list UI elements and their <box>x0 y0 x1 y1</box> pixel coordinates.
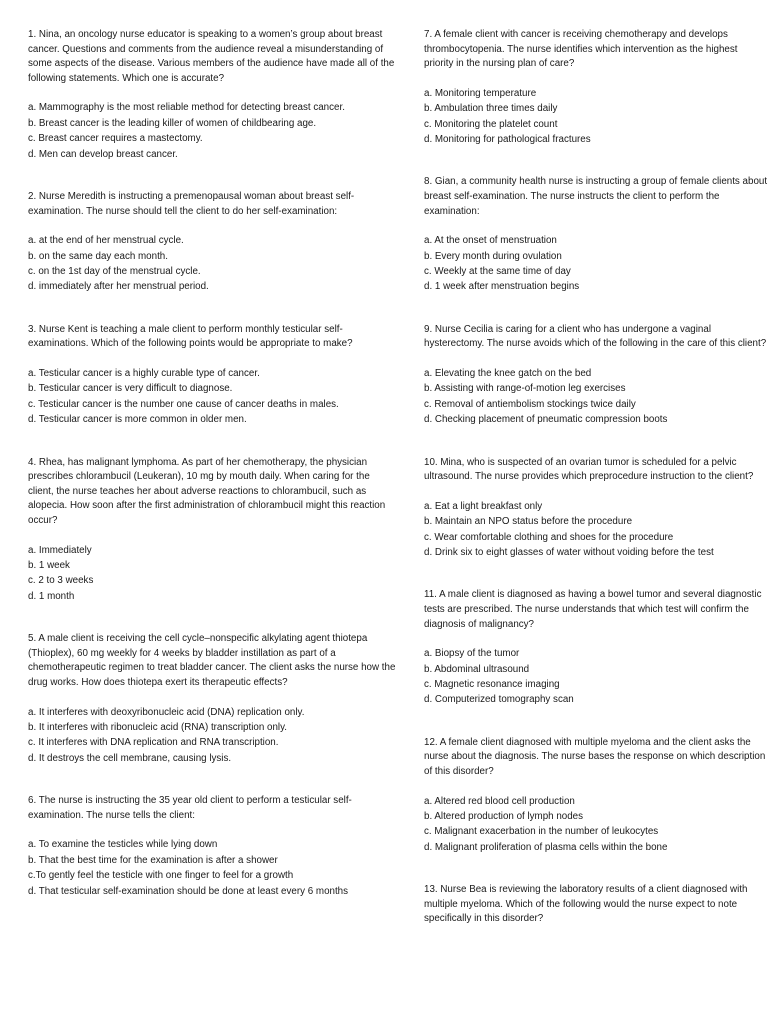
option-c: c. Removal of antiembolism stockings twice daily <box>424 398 636 410</box>
option-d: d. That testicular self-examination should be done at least every 6 months <box>28 885 349 897</box>
question-9 <box>424 323 768 428</box>
question-text: 7. A female client with cancer is receiving chemotherapy and develops thrombocytopenia. The nurse identifies which intervention as the highest priority in the nursing plan of care? <box>424 29 738 70</box>
option-a: a. At the onset of menstruation <box>424 235 557 247</box>
question-4 <box>28 456 396 605</box>
option-a: a. Testicular cancer is a highly curable type of cancer. <box>28 368 260 379</box>
option-b: b. That the best time for the examination is after a shower <box>28 854 278 866</box>
option-d: d. 1 week after menstruation begins <box>424 281 580 293</box>
question-10 <box>424 456 768 561</box>
option-a: a. Immediately <box>28 544 92 556</box>
option-d: d. 1 month <box>28 590 75 602</box>
question-7 <box>424 28 768 147</box>
option-b: b. Every month during ovulation <box>424 250 562 262</box>
option-b: b. on the same day each month. <box>28 250 168 262</box>
option-a: a. It interferes with deoxyribonucleic acid (DNA) replication only. <box>28 706 305 718</box>
question-text: 2. Nurse Meredith is instructing a premenopausal woman about breast self-examination. The nurse should tell the client to do her self-examination: <box>28 191 355 217</box>
option-c: c.To gently feel the testicle with one finger to feel for a growth <box>28 870 294 882</box>
option-d: d. Men can develop breast cancer. <box>28 148 178 160</box>
option-d: d. Malignant proliferation of plasma cells within the bone <box>424 841 668 853</box>
option-c: c. on the 1st day of the menstrual cycle. <box>28 266 201 277</box>
question-6 <box>28 794 396 899</box>
right-column <box>424 28 768 1024</box>
option-b: b. Ambulation three times daily <box>424 103 558 115</box>
option-d: d. Computerized tomography scan <box>424 694 574 706</box>
option-b: b. Altered production of lymph nodes <box>424 811 584 823</box>
question-text: 12. A female client diagnosed with multiple myeloma and the client asks the nurse about the diagnosis. The nurse bases the response on which description of this disorder? <box>424 736 766 778</box>
option-b: b. Assisting with range-of-motion leg exercises <box>424 383 626 395</box>
option-d: d. It destroys the cell membrane, causing lysis. <box>28 752 232 764</box>
option-c: c. Wear comfortable clothing and shoes for the procedure <box>424 531 674 543</box>
option-c: c. 2 to 3 weeks <box>28 575 94 587</box>
option-a: a. at the end of her menstrual cycle. <box>28 235 184 247</box>
option-d: d. immediately after her menstrual period. <box>28 281 209 293</box>
question-text: 9. Nurse Cecilia is caring for a client who has undergone a vaginal hysterectomy. The nurse avoids which of the following in the care of this client? <box>424 323 767 350</box>
option-b: b. Testicular cancer is very difficult to diagnose. <box>28 383 233 395</box>
option-c: c. Weekly at the same time of day <box>424 266 571 277</box>
option-a: a. To examine the testicles while lying down <box>28 839 218 851</box>
option-d: d. Monitoring for pathological fractures <box>424 134 591 145</box>
option-c: c. Testicular cancer is the number one cause of cancer deaths in males. <box>28 398 339 410</box>
question-text: 5. A male client is receiving the cell cycle–nonspecific alkylating agent thiotepa (Thioplex), 60 mg weekly for 4 weeks by bladder instillation as part of a chemotherapeutic regimen to treat bladder cancer. The client asks the nurse how the drug works. How does thiotepa exert its therapeutic effects? <box>28 633 396 688</box>
option-c: c. Breast cancer requires a mastectomy. <box>28 133 203 145</box>
option-b: b. It interferes with ribonucleic acid (RNA) transcription only. <box>28 722 287 733</box>
left-column <box>28 28 396 1024</box>
option-a: a. Elevating the knee gatch on the bed <box>424 368 592 379</box>
option-a: a. Altered red blood cell production <box>424 795 575 807</box>
question-12 <box>424 736 768 855</box>
option-b: b. Maintain an NPO status before the procedure <box>424 516 633 528</box>
question-text: 13. Nurse Bea is reviewing the laboratory results of a client diagnosed with multiple myeloma. Which of the following would the nurse expect to note specifically in this disorder? <box>424 884 748 925</box>
option-a: a. Monitoring temperature <box>424 87 537 99</box>
question-text: 1. Nina, an oncology nurse educator is speaking to a women’s group about breast cancer. Questions and comments from the audience reveal a misunderstanding of some aspects of the disease. Various members of the audience have made all of the following statements. Which one is accurate? <box>28 29 395 84</box>
question-2 <box>28 190 396 295</box>
option-a: a. Mammography is the most reliable method for detecting breast cancer. <box>28 102 345 114</box>
option-b: b. Breast cancer is the leading killer of women of childbearing age. <box>28 117 317 129</box>
question-8 <box>424 175 768 294</box>
option-c: c. Malignant exacerbation in the number of leukocytes <box>424 826 659 838</box>
question-text: 10. Mina, who is suspected of an ovarian tumor is scheduled for a pelvic ultrasound. The nurse provides which preprocedure instruction to the client? <box>424 456 754 483</box>
option-d: d. Testicular cancer is more common in older men. <box>28 414 247 426</box>
option-c: c. Magnetic resonance imaging <box>424 679 560 691</box>
question-5 <box>28 632 396 766</box>
question-13 <box>424 883 768 927</box>
option-b: b. 1 week <box>28 560 70 571</box>
option-d: d. Checking placement of pneumatic compression boots <box>424 414 668 426</box>
option-d: d. Drink six to eight glasses of water without voiding before the test <box>424 547 714 559</box>
question-11 <box>424 588 768 707</box>
question-text: 4. Rhea, has malignant lymphoma. As part of her chemotherapy, the physician prescribes chlorambucil (Leukeran), 10 mg by mouth daily. When caring for the client, the nurse teaches her about adverse reactions to chlorambucil, such as alopecia. How soon after the first administration of chlorambucil might this reaction occur? <box>28 456 386 526</box>
option-c: c. It interferes with DNA replication and RNA transcription. <box>28 737 279 749</box>
question-text: 3. Nurse Kent is teaching a male client to perform monthly testicular self-examinations. Which of the following points would be appropriate to make? <box>28 323 353 350</box>
question-text: 6. The nurse is instructing the 35 year old client to perform a testicular self-examination. The nurse tells the client: <box>28 795 352 821</box>
question-1 <box>28 28 396 162</box>
option-b: b. Abdominal ultrasound <box>424 663 530 675</box>
option-a: a. Eat a light breakfast only <box>424 500 543 512</box>
option-a: a. Biopsy of the tumor <box>424 648 520 660</box>
question-text: 11. A male client is diagnosed as having a bowel tumor and several diagnostic tests are prescribed. The nurse understands that which test will confirm the diagnosis of malignancy? <box>424 589 762 630</box>
question-text: 8. Gian, a community health nurse is instructing a group of female clients about breast self-examination. The nurse instructs the client to perform the examination: <box>424 176 768 217</box>
question-3 <box>28 323 396 428</box>
option-c: c. Monitoring the platelet count <box>424 118 558 130</box>
